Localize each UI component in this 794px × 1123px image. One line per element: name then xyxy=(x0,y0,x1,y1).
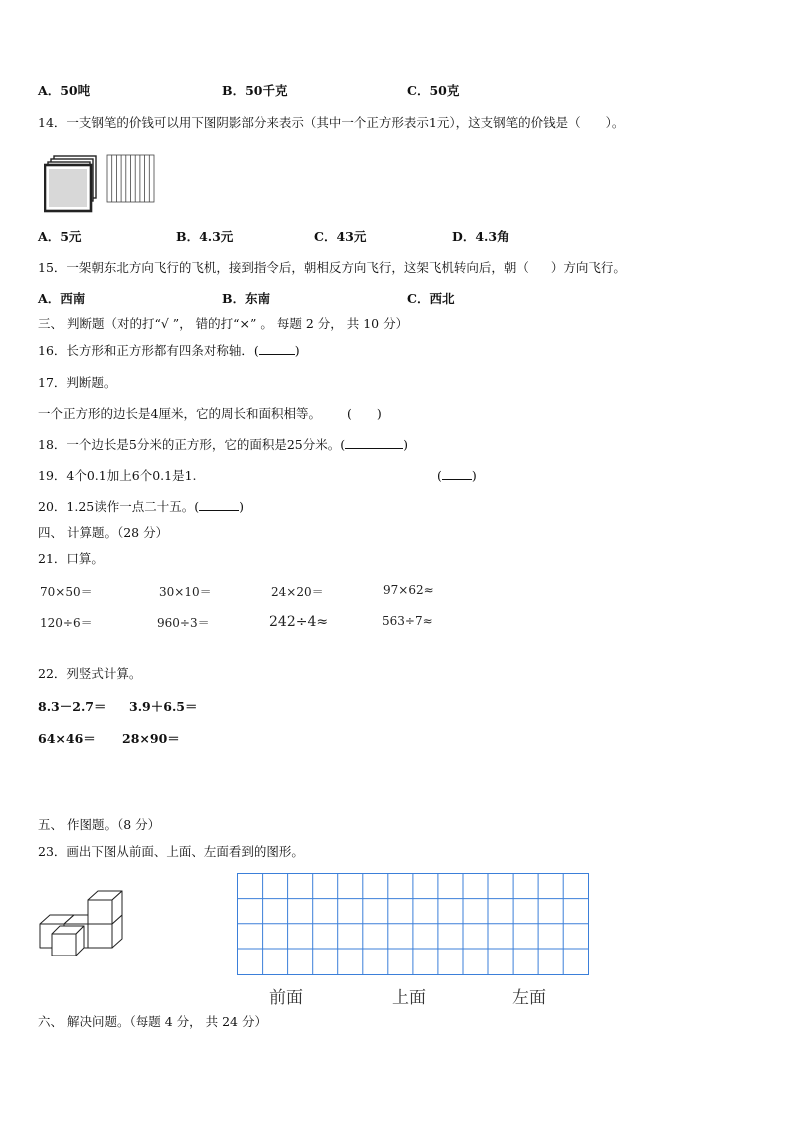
oral-item: 97×62≈ xyxy=(383,583,434,597)
q13-option-c: C．50克 xyxy=(407,83,460,98)
q13-option-b: B．50千克 xyxy=(222,83,288,98)
q18-answer-blank[interactable] xyxy=(345,436,403,449)
q23-title: 23．画出下图从前面、上面、左面看到的图形。 xyxy=(38,844,304,859)
section-6-heading: 六、 解决问题。（每题 4 分， 共 24 分） xyxy=(38,1014,267,1029)
stacked-squares-icon xyxy=(45,156,96,211)
q14-figure xyxy=(44,152,164,214)
q20-answer-blank[interactable] xyxy=(199,498,239,511)
cube-stack-figure xyxy=(36,886,132,956)
q14-option-b: B．4.3元 xyxy=(176,229,234,244)
q14-stem: 14．一支钢笔的价钱可以用下图阴影部分来表示（其中一个正方形表示1元），这支钢笔的价钱是（ ）。 xyxy=(38,115,625,130)
q15-option-a: A．西南 xyxy=(38,291,86,306)
q17-text: 一个正方形的边长是4厘米，它的周长和面积相等。 xyxy=(38,406,321,421)
q19-paren-close: ) xyxy=(471,468,477,483)
q19-answer xyxy=(437,467,477,485)
q22-title: 22．列竖式计算。 xyxy=(38,666,142,681)
q20 xyxy=(38,498,244,516)
vertical-calc-item: 3.9＋6.5＝ xyxy=(129,699,198,714)
q15-stem xyxy=(38,259,626,277)
q16-answer-blank[interactable] xyxy=(259,342,295,355)
q14-option-a: A．5元 xyxy=(38,229,82,244)
grid-label-top: 上面 xyxy=(392,988,426,1008)
q15-option-b: B．东南 xyxy=(222,291,271,306)
oral-item: 24×20＝ xyxy=(271,585,324,599)
oral-item: 120÷6＝ xyxy=(40,616,93,630)
q19-answer-blank[interactable] xyxy=(442,467,472,480)
grid-label-left: 左面 xyxy=(512,988,546,1008)
q15-option-c: C．西北 xyxy=(407,291,455,306)
q16-text: 16．长方形和正方形都有四条对称轴．( xyxy=(38,343,259,358)
q19-paren-open: ( xyxy=(437,468,442,483)
oral-item: 242÷4≈ xyxy=(269,614,329,630)
vertical-calc-item: 28×90＝ xyxy=(122,731,180,746)
grid-label-front: 前面 xyxy=(269,988,303,1008)
q17-title: 17．判断题。 xyxy=(38,375,117,390)
q16 xyxy=(38,342,300,360)
q18-paren-close: ) xyxy=(403,437,409,452)
q17-statement xyxy=(38,405,382,423)
section-4-heading: 四、 计算题。（28 分） xyxy=(38,525,169,540)
q15-stem-start: 15．一架朝东北方向飞行的飞机，接到指令后，朝相反方向飞行，这架飞机转向后，朝（ xyxy=(38,260,529,275)
oral-item: 30×10＝ xyxy=(159,585,212,599)
q17-answer-paren[interactable]: ( ) xyxy=(346,406,382,421)
q20-paren-close: ) xyxy=(239,499,245,514)
q18-text: 18．一个边长是5分米的正方形，它的面积是25分米。( xyxy=(38,437,346,452)
section-5-heading: 五、 作图题。（8 分） xyxy=(38,817,161,832)
vertical-calc-item: 8.3－2.7＝ xyxy=(38,699,107,714)
oral-item: 563÷7≈ xyxy=(382,614,433,628)
section-3-heading: 三、 判断题（对的打“√ ”， 错的打“×” 。 每题 2 分， 共 10 分） xyxy=(38,316,409,331)
q14-option-c: C．43元 xyxy=(314,229,367,244)
q20-text: 20．1.25读作一点二十五。( xyxy=(38,499,200,514)
vertical-calc-item: 64×46＝ xyxy=(38,731,96,746)
drawing-grid[interactable] xyxy=(237,873,589,975)
q16-paren-close: ) xyxy=(294,343,300,358)
q21-title: 21．口算。 xyxy=(38,551,104,566)
oral-item: 70×50＝ xyxy=(40,585,93,599)
q13-option-a: A．50吨 xyxy=(38,83,91,98)
oral-item: 960÷3＝ xyxy=(157,616,210,630)
q14-option-d: D．4.3角 xyxy=(452,229,510,244)
q15-stem-end: ）方向飞行。 xyxy=(550,260,626,275)
q19-text: 19．4个0.1加上6个0.1是1. xyxy=(38,468,197,483)
q18 xyxy=(38,436,408,454)
tenths-strip xyxy=(107,155,154,202)
